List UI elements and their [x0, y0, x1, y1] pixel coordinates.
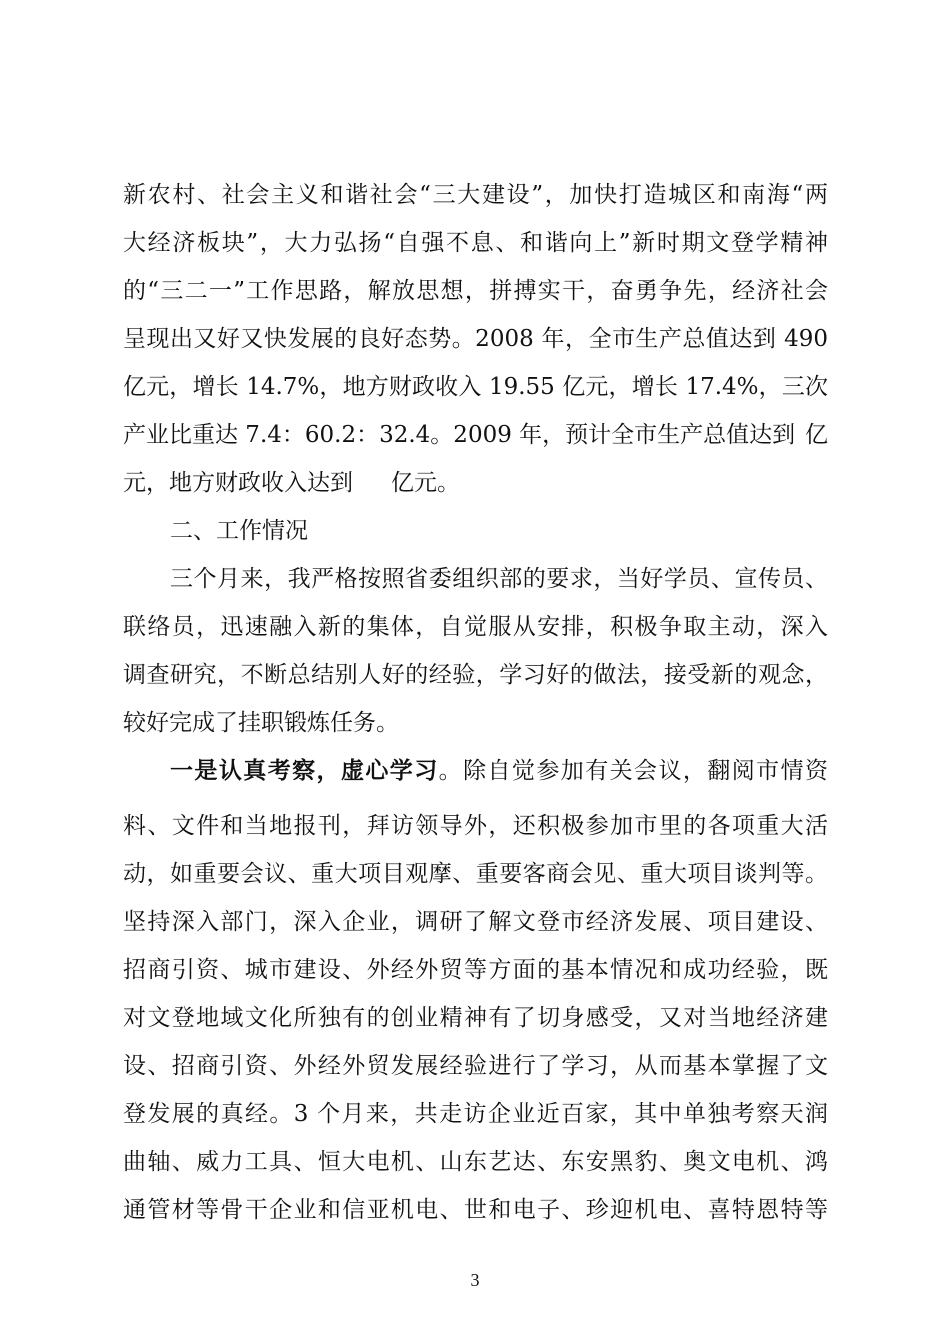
- paragraph-line: 动，如重要会议、重大项目观摩、重要客商会见、重大项目谈判等。: [123, 861, 828, 887]
- bold-lead: 一是认真考察，虚心学习: [170, 758, 439, 784]
- line-text: 元，地方财政收入达到: [123, 470, 353, 496]
- paragraph-line: 登发展的真经。3 个月来，共走访企业近百家，其中单独考察天润: [123, 1101, 828, 1127]
- line-text: 。除自觉参加有关会议，翻阅市情资: [438, 758, 828, 784]
- paragraph-line: 对文登地域文化所独有的创业精神有了切身感受，又对当地经济建: [123, 1005, 828, 1031]
- paragraph-line: 料、文件和当地报刊，拜访领导外，还积极参加市里的各项重大活: [123, 813, 828, 839]
- paragraph-line: 的“三二一”工作思路，解放思想，拼搏实干，奋勇争先，经济社会: [123, 278, 828, 304]
- paragraph-line: 呈现出又好又快发展的良好态势。2008 年，全市生产总值达到 490: [123, 326, 828, 352]
- line-text-end: 亿: [805, 422, 828, 448]
- section-heading: 二、工作情况: [170, 518, 308, 544]
- paragraph-line: [123, 468, 828, 498]
- paragraph-line: 坚持深入部门，深入企业，调研了解文登市经济发展、项目建设、: [123, 909, 828, 935]
- line-text: 亿元。: [391, 470, 460, 496]
- line-text: 产业比重达 7.4：60.2：32.4。2009 年，预计全市生产总值达到: [123, 422, 796, 448]
- paragraph-line: 招商引资、城市建设、外经外贸等方面的基本情况和成功经验，既: [123, 957, 828, 983]
- paragraph-line: 曲轴、威力工具、恒大电机、山东艺达、东安黑豹、奥文电机、鸿: [123, 1149, 828, 1175]
- paragraph-line: [170, 756, 828, 786]
- paragraph-line: 新农村、社会主义和谐社会“三大建设”，加快打造城区和南海“两: [123, 182, 828, 208]
- paragraph-line: 设、招商引资、外经外贸发展经验进行了学习，从而基本掌握了文: [123, 1053, 828, 1079]
- paragraph-line: 亿元，增长 14.7%，地方财政收入 19.55 亿元，增长 17.4%，三次: [123, 374, 828, 400]
- page-number: 3: [470, 1270, 480, 1290]
- paragraph-line: 联络员，迅速融入新的集体，自觉服从安排，积极争取主动，深入: [123, 614, 828, 640]
- paragraph-line: 通管材等骨干企业和信亚机电、世和电子、珍迎机电、喜特恩特等: [123, 1197, 828, 1223]
- paragraph-line: 三个月来，我严格按照省委组织部的要求，当好学员、宣传员、: [170, 566, 828, 592]
- paragraph-line: 大经济板块”，大力弘扬“自强不息、和谐向上”新时期文登学精神: [123, 230, 828, 256]
- paragraph-line: 较好完成了挂职锻炼任务。: [123, 710, 399, 736]
- paragraph-line: [123, 420, 828, 450]
- paragraph-line: 调查研究，不断总结别人好的经验，学习好的做法，接受新的观念，: [123, 662, 828, 688]
